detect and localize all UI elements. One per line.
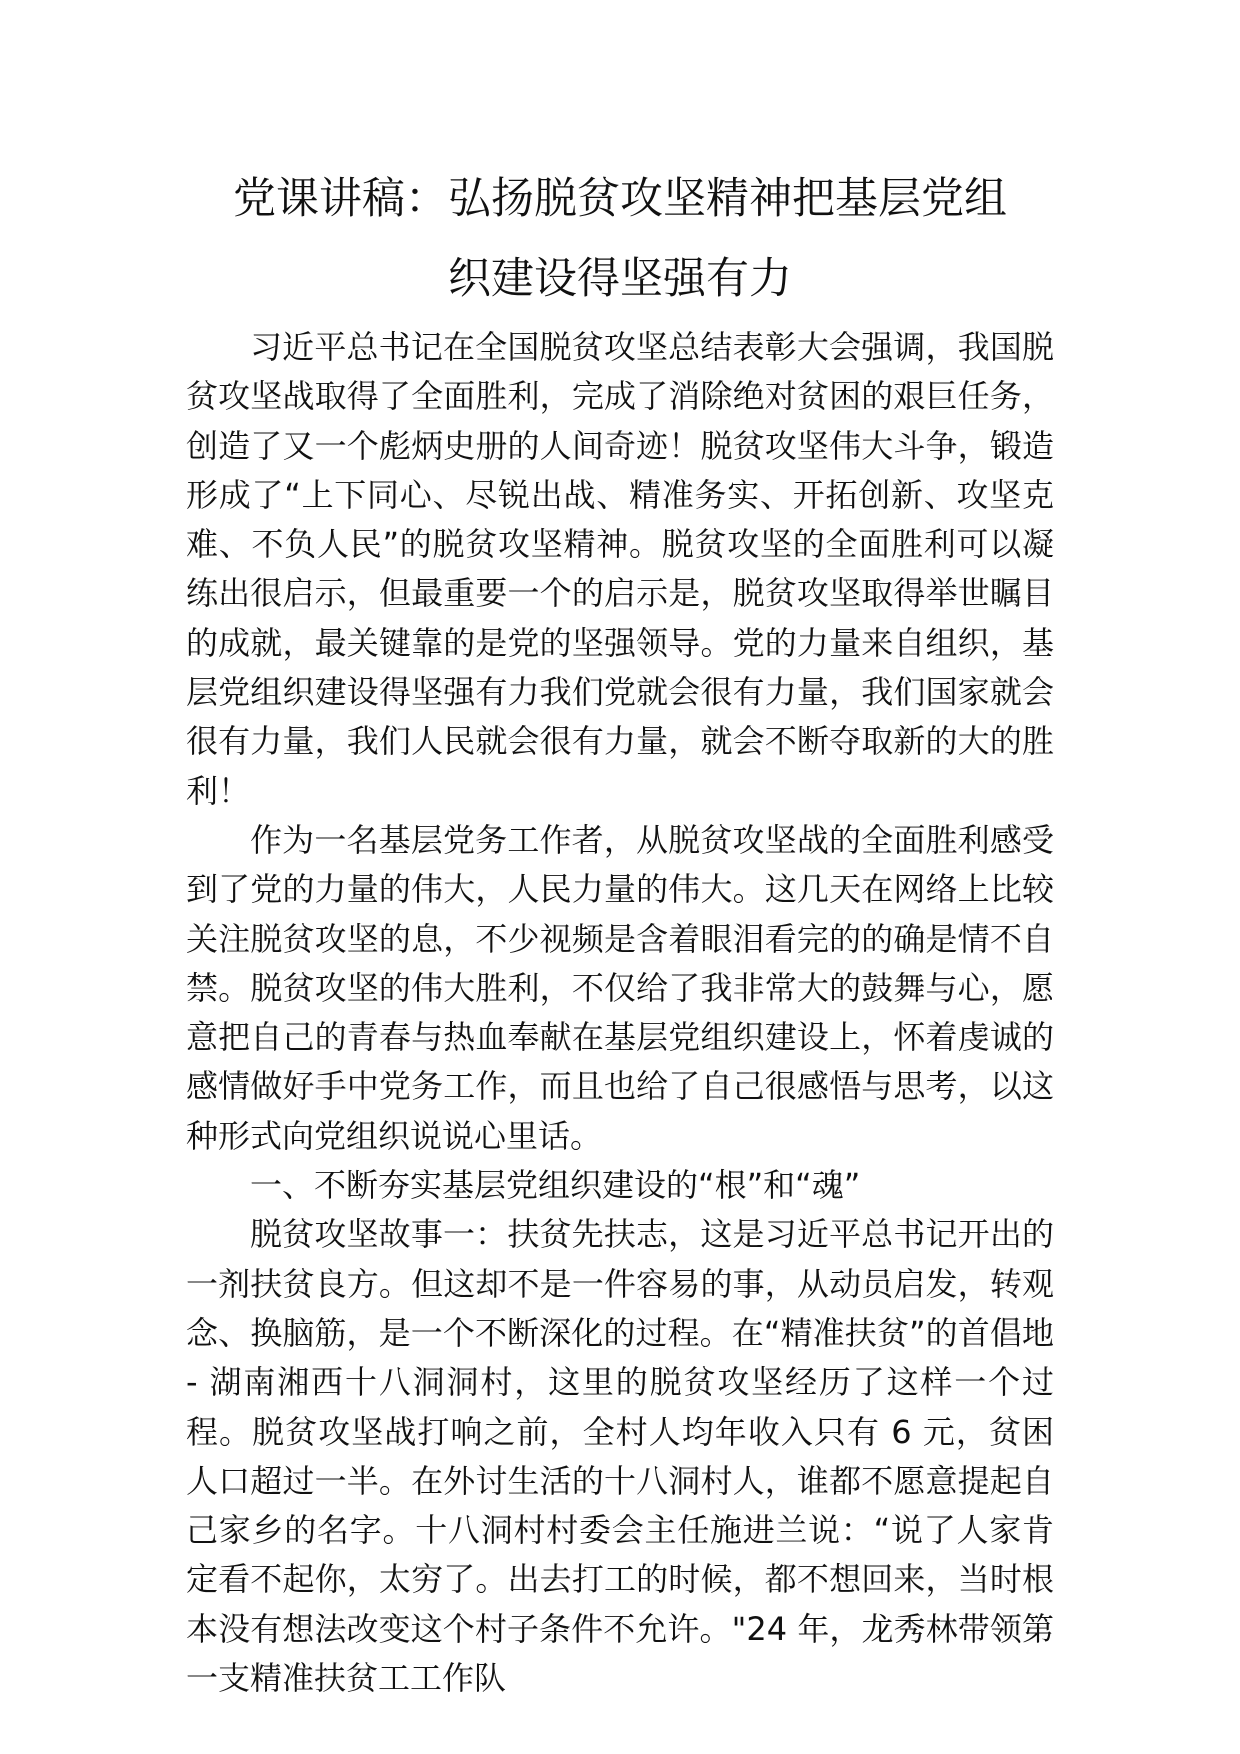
title-line-2: 织建设得坚强有力 [448, 254, 792, 304]
paragraph-reflection: 作为一名基层党务工作者，从脱贫攻坚战的全面胜利感受到了党的力量的伟大，人民力量的伟大。这几天在网络上比较关注脱贫攻坚的息，不少视频是含着眼泪看完的的确是情不自禁。脱贫攻坚的伟大胜利，不仅给了我非常大的鼓舞与心，愿意把自己的青春与热血奉献在基层党组织建设上，怀着虔诚的感情做好手中党务工作，而且也给了自己很感悟与思考，以这种形式向党组织说说心里话。 [186, 820, 1054, 1155]
paragraph-story-1: 脱贫攻坚故事一：扶贫先扶志，这是习近平总书记开出的一剂扶贫良方。但这却不是一件容易的事，从动员启发，转观念、换脑筋，是一个不断深化的过程。在“精准扶贫”的首倡地 - 湖南湘西十八洞洞村，这里的脱贫攻坚经历了这样一个过程。脱贫攻坚战打响之前，全村人均年收入只有 6 元，贫困人口超过一半。在外讨生活的十八洞村人，谁都不愿意提起自己家乡的名字。十八洞村村委会主任施进兰说：“说了人家肯定看不起你，太穷了。出去打工的时候，都不想回来，当时根本没有想法改变这个村子条件不允许。"24 年，龙秀林带领第一支精准扶贫工工作队 [186, 1215, 1054, 1698]
document-title [186, 159, 1054, 319]
paragraph-intro: 习近平总书记在全国脱贫攻坚总结表彰大会强调，我国脱贫攻坚战取得了全面胜利，完成了消除绝对贫困的艰巨任务，创造了又一个彪炳史册的人间奇迹！脱贫攻坚伟大斗争，锻造形成了“上下同心、尽锐出战、精准务实、开拓创新、攻坚克难、不负人民”的脱贫攻坚精神。脱贫攻坚的全面胜利可以凝练出很启示，但最重要一个的启示是，脱贫攻坚取得举世瞩目的成就，最关键靠的是党的坚强领导。党的力量来自组织，基层党组织建设得坚强有力我们党就会很有力量，我们国家就会很有力量，我们人民就会很有力量，就会不断夺取新的大的胜利！ [186, 328, 1054, 810]
document-page [186, 0, 1054, 1703]
document-body [186, 323, 1054, 1703]
title-line-1: 党课讲稿：弘扬脱贫攻坚精神把基层党组 [233, 174, 1007, 224]
section-heading-1: 一、不断夯实基层党组织建设的“根”和“魂” [250, 1166, 861, 1205]
